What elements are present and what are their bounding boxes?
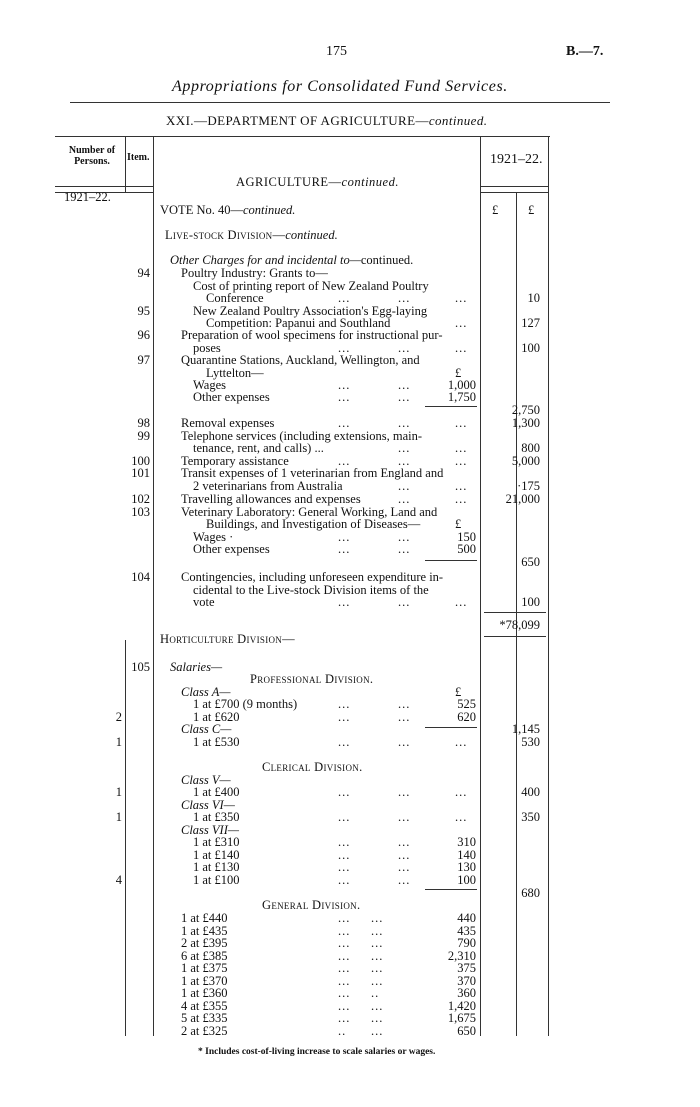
leader-dots: ... bbox=[398, 530, 411, 544]
leader-dots: ... bbox=[338, 530, 351, 544]
subtotal-rule-2 bbox=[484, 636, 546, 637]
amount: 400 bbox=[521, 785, 540, 799]
general-row-value: 1,675 bbox=[447, 1011, 476, 1025]
leader-dots: ... bbox=[398, 735, 411, 749]
leader-dots: ... ... bbox=[338, 923, 384, 938]
line-text: Removal expenses bbox=[181, 416, 275, 430]
leader-dots: ... bbox=[455, 316, 468, 330]
leader-dots: ... ... bbox=[338, 1011, 384, 1025]
amount: 350 bbox=[521, 810, 540, 824]
footnote: * Includes cost-of-living increase to scale salaries or wages. bbox=[198, 1047, 436, 1057]
salary-line: 1 at £400 bbox=[193, 785, 240, 799]
line-text: Transit expenses of 1 veterinarian from England and bbox=[181, 466, 444, 480]
general-row-value: 790 bbox=[457, 936, 476, 950]
leader-dots: ... bbox=[398, 454, 411, 468]
pound-sign: £ bbox=[455, 517, 462, 531]
amount: 10 bbox=[527, 291, 540, 305]
leader-dots: ... bbox=[338, 378, 351, 392]
line-text: Contingencies, including unforeseen expenditure in- bbox=[181, 570, 444, 584]
leader-dots: ... bbox=[398, 542, 411, 556]
item-header: Item. bbox=[127, 152, 150, 163]
general-row-value: 650 bbox=[457, 1023, 476, 1038]
item-number: 97 bbox=[137, 353, 150, 367]
line-text: Quarantine Stations, Auckland, Wellington, and bbox=[181, 353, 420, 367]
vote-heading: VOTE No. 40—continued. bbox=[160, 203, 296, 217]
leader-dots: ... bbox=[455, 291, 468, 305]
leader-dots: .. ... bbox=[338, 1023, 384, 1038]
line-text: New Zealand Poultry Association's Egg-laying bbox=[193, 304, 428, 318]
salaries-heading: Salaries— bbox=[170, 660, 223, 674]
leader-dots: ... bbox=[398, 390, 411, 404]
item-number: 96 bbox=[137, 328, 150, 342]
leader-dots: ... bbox=[455, 441, 468, 455]
right-divider bbox=[548, 136, 549, 1036]
salary-line: 1 at £350 bbox=[193, 810, 240, 824]
item-number: 94 bbox=[137, 266, 150, 280]
amount: ·175 bbox=[517, 479, 540, 493]
salary-line: 1 at £310 bbox=[193, 835, 240, 849]
professional-division-heading: Professional Division. bbox=[250, 672, 374, 686]
salary-line: 1 at £530 bbox=[193, 735, 240, 749]
inner-amount: 310 bbox=[457, 835, 476, 849]
general-row-label: 1 at £440 bbox=[181, 911, 228, 925]
clerical-division-heading: Clerical Division. bbox=[262, 760, 363, 774]
line-text: vote bbox=[193, 595, 215, 609]
item-number: 98 bbox=[137, 416, 150, 430]
leader-dots: ... bbox=[338, 810, 351, 824]
salary-line: 1 at £100 bbox=[193, 873, 240, 887]
leader-dots: ... ... bbox=[338, 961, 384, 975]
leader-dots: ... bbox=[455, 341, 468, 355]
line-text: Poultry Industry: Grants to— bbox=[181, 266, 328, 280]
line-text: tenance, rent, and calls) ... bbox=[193, 441, 324, 455]
inner-amount: 500 bbox=[457, 542, 476, 556]
class-heading: Class C— bbox=[181, 722, 232, 736]
item-number: 102 bbox=[131, 492, 150, 506]
leader-dots: ... bbox=[338, 860, 351, 874]
class-heading: Class A— bbox=[181, 685, 231, 699]
inner-amount: 140 bbox=[457, 848, 476, 862]
leader-dots: ... bbox=[338, 542, 351, 556]
leader-dots: ... bbox=[398, 479, 411, 493]
leader-dots: ... bbox=[455, 810, 468, 824]
leader-dots: ... bbox=[398, 595, 411, 609]
persons-count: 2 bbox=[115, 710, 122, 724]
persons-header-rule bbox=[55, 186, 153, 187]
class-heading: Class VI— bbox=[181, 798, 235, 812]
inner-amount: 1,750 bbox=[447, 390, 476, 404]
leader-dots: ... bbox=[398, 710, 411, 724]
amount: 1,145 bbox=[511, 722, 540, 736]
persons-divider-lower bbox=[125, 640, 126, 1036]
amount: 5,000 bbox=[511, 454, 540, 468]
sum-rule bbox=[425, 406, 477, 407]
salary-line: 1 at £700 (9 months) bbox=[193, 697, 298, 711]
line-text: 2 veterinarians from Australia bbox=[193, 479, 343, 493]
general-row-value: 360 bbox=[457, 986, 476, 1000]
persons-count: 1 bbox=[115, 785, 122, 799]
amount: 100 bbox=[521, 341, 540, 355]
class-heading: Class VII— bbox=[181, 823, 239, 837]
line-text: cidental to the Live-stock Division items of the bbox=[193, 583, 429, 597]
leader-dots: ... bbox=[398, 873, 411, 887]
general-row-label: 1 at £370 bbox=[181, 973, 228, 988]
line-text: poses bbox=[193, 341, 221, 355]
leader-dots: ... bbox=[455, 735, 468, 749]
department-heading: XXI.—DEPARTMENT OF AGRICULTURE—continued. bbox=[166, 113, 488, 128]
amount: 127 bbox=[521, 316, 540, 330]
leader-dots: ... bbox=[398, 810, 411, 824]
leader-dots: ... bbox=[338, 873, 351, 887]
general-row-label: 2 at £395 bbox=[181, 936, 228, 950]
general-row-value: 375 bbox=[457, 961, 476, 975]
general-row-label: 2 at £325 bbox=[181, 1023, 228, 1038]
line-text: Competition: Papanui and Southland bbox=[206, 316, 391, 330]
leader-dots: ... bbox=[398, 291, 411, 305]
line-text: Wages bbox=[193, 378, 227, 392]
item-number: 104 bbox=[131, 570, 150, 584]
leader-dots: ... ... bbox=[338, 936, 384, 950]
pound-sign-a: £ bbox=[492, 203, 499, 217]
general-row-label: 1 at £375 bbox=[181, 961, 228, 975]
amount: 530 bbox=[521, 735, 540, 749]
pound-sign: £ bbox=[455, 685, 462, 699]
item-number: 101 bbox=[131, 466, 150, 480]
leader-dots: ... bbox=[338, 390, 351, 404]
general-row-value: 435 bbox=[457, 923, 476, 938]
line-text: Wages · bbox=[193, 530, 234, 544]
leader-dots: ... bbox=[338, 835, 351, 849]
leader-dots: ... bbox=[398, 860, 411, 874]
leader-dots: ... bbox=[338, 291, 351, 305]
line-text: Conference bbox=[206, 291, 264, 305]
leader-dots: ... bbox=[338, 735, 351, 749]
persons-divider-top bbox=[125, 136, 126, 192]
item-number: 103 bbox=[131, 505, 150, 519]
item-number: 99 bbox=[137, 429, 150, 443]
leader-dots: ... ... bbox=[338, 973, 384, 988]
inner-amount: 100 bbox=[457, 873, 476, 887]
general-row-label: 5 at £335 bbox=[181, 1011, 228, 1025]
item-divider bbox=[153, 136, 154, 1036]
sum-rule bbox=[425, 727, 477, 728]
amount-divider bbox=[480, 136, 481, 1036]
amount: 21,000 bbox=[505, 492, 540, 506]
leader-dots: ... bbox=[455, 785, 468, 799]
subtotal-rule bbox=[484, 612, 546, 613]
leader-dots: ... bbox=[455, 595, 468, 609]
leader-dots: ... bbox=[398, 378, 411, 392]
leader-dots: ... bbox=[398, 492, 411, 506]
item-number: 100 bbox=[131, 454, 150, 468]
persons-count: 4 bbox=[115, 873, 122, 887]
line-text: Telephone services (including extensions, main- bbox=[181, 429, 423, 443]
leader-dots: ... bbox=[455, 479, 468, 493]
class-heading: Class V— bbox=[181, 773, 231, 787]
number-of-persons-header: Number of Persons. bbox=[68, 145, 116, 167]
pound-sign-b: £ bbox=[528, 203, 535, 217]
general-row-value: 2,310 bbox=[447, 948, 476, 963]
leader-dots: ... bbox=[338, 697, 351, 711]
inner-amount: 130 bbox=[457, 860, 476, 874]
general-row-label: 1 at £360 bbox=[181, 986, 228, 1000]
leader-dots: ... bbox=[455, 454, 468, 468]
subtotal: *78,099 bbox=[499, 618, 540, 632]
amount-header-rule-2 bbox=[480, 192, 548, 193]
persons-year-header: 1921–22. bbox=[64, 190, 111, 204]
general-row-value: 1,420 bbox=[447, 998, 476, 1013]
item-number: 105 bbox=[131, 660, 150, 674]
leader-dots: ... bbox=[398, 848, 411, 862]
leader-dots: ... bbox=[338, 785, 351, 799]
horticulture-heading: Horticulture Division— bbox=[160, 632, 295, 646]
leader-dots: ... bbox=[338, 416, 351, 430]
leader-dots: ... bbox=[338, 848, 351, 862]
line-text: Travelling allowances and expenses bbox=[181, 492, 361, 506]
leader-dots: ... bbox=[338, 454, 351, 468]
leader-dots: ... bbox=[398, 441, 411, 455]
leader-dots: ... bbox=[398, 416, 411, 430]
sum-rule bbox=[425, 889, 477, 890]
salary-line: 1 at £130 bbox=[193, 860, 240, 874]
title-rule bbox=[70, 102, 610, 103]
inner-amount: 1,000 bbox=[447, 378, 476, 392]
leader-dots: ... bbox=[398, 341, 411, 355]
persons-count: 1 bbox=[115, 810, 122, 824]
amount: 100 bbox=[521, 595, 540, 609]
pound-sign: £ bbox=[455, 366, 462, 380]
section-title: AGRICULTURE—continued. bbox=[236, 175, 399, 189]
leader-dots: ... bbox=[455, 492, 468, 506]
amount: 680 bbox=[521, 886, 540, 900]
general-division-heading: General Division. bbox=[262, 898, 361, 912]
amount: 800 bbox=[521, 441, 540, 455]
amount-header-rule bbox=[480, 186, 548, 187]
amount: 2,750 bbox=[511, 403, 540, 417]
line-text: Other expenses bbox=[193, 390, 270, 404]
line-text: Preparation of wool specimens for instructional pur- bbox=[181, 328, 443, 342]
line-text: Temporary assistance bbox=[181, 454, 289, 468]
amount: 1,300 bbox=[511, 416, 540, 430]
page-title: Appropriations for Consolidated Fund Services. bbox=[172, 78, 508, 95]
salary-line: 1 at £140 bbox=[193, 848, 240, 862]
inner-amount: 620 bbox=[457, 710, 476, 724]
line-text: Veterinary Laboratory: General Working, Land and bbox=[181, 505, 438, 519]
general-row-value: 440 bbox=[457, 911, 476, 925]
inner-amount: 525 bbox=[457, 697, 476, 711]
line-text: Lyttelton— bbox=[206, 366, 264, 380]
leader-dots: ... bbox=[455, 416, 468, 430]
inner-amount: 150 bbox=[457, 530, 476, 544]
line-text: Other expenses bbox=[193, 542, 270, 556]
sum-rule bbox=[425, 560, 477, 561]
series-code: B.—7. bbox=[566, 44, 604, 59]
salary-line: 1 at £620 bbox=[193, 710, 240, 724]
leader-dots: ... bbox=[398, 835, 411, 849]
amount: 650 bbox=[521, 555, 540, 569]
leader-dots: ... .. bbox=[338, 986, 380, 1000]
item-number: 95 bbox=[137, 304, 150, 318]
general-row-label: 1 at £435 bbox=[181, 923, 228, 938]
leader-dots: ... ... bbox=[338, 911, 384, 925]
other-charges-heading: Other Charges for and incidental to—continued. bbox=[170, 253, 414, 267]
page-number: 175 bbox=[326, 44, 347, 59]
leader-dots: ... bbox=[398, 785, 411, 799]
general-row-label: 4 at £355 bbox=[181, 998, 228, 1013]
persons-count: 1 bbox=[115, 735, 122, 749]
line-text: Cost of printing report of New Zealand Poultry bbox=[193, 279, 429, 293]
leader-dots: ... bbox=[398, 697, 411, 711]
leader-dots: ... ... bbox=[338, 948, 384, 963]
year-header: 1921–22. bbox=[490, 152, 543, 167]
general-row-label: 6 at £385 bbox=[181, 948, 228, 963]
line-text: Buildings, and Investigation of Diseases— bbox=[206, 517, 421, 531]
table-top-rule bbox=[55, 136, 550, 137]
livestock-heading: Live-stock Division—continued. bbox=[165, 228, 338, 242]
leader-dots: ... bbox=[338, 595, 351, 609]
general-row-value: 370 bbox=[457, 973, 476, 988]
leader-dots: ... bbox=[338, 710, 351, 724]
leader-dots: ... bbox=[338, 341, 351, 355]
leader-dots: ... ... bbox=[338, 998, 384, 1013]
